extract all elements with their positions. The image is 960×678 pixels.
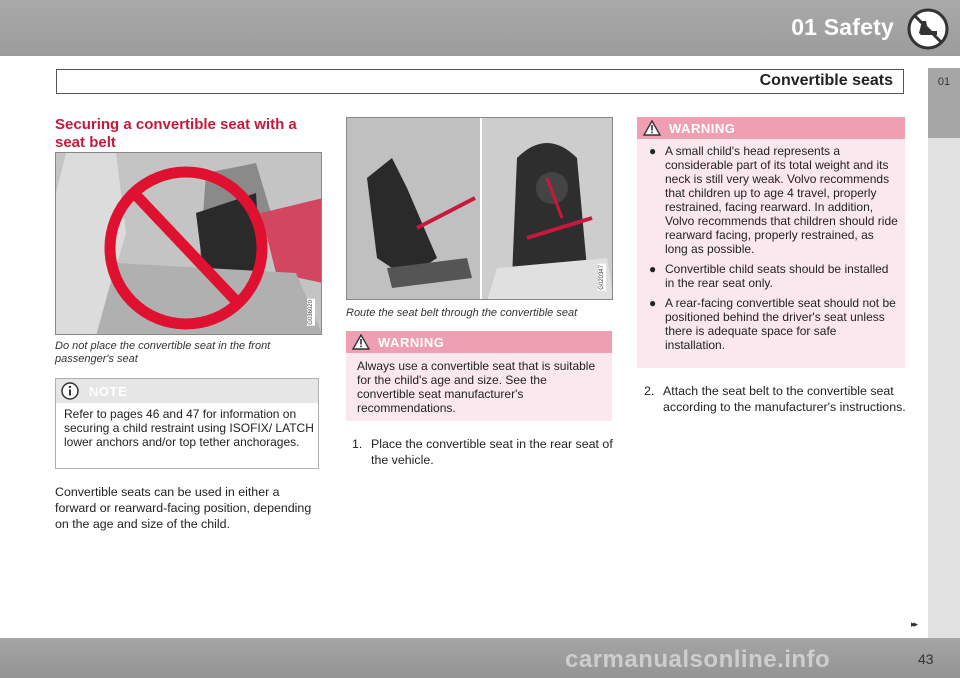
no-airbag-child-seat-icon (906, 7, 950, 51)
body-paragraph: Convertible seats can be used in either a forward or rearward-facing position, depending on the age and size of the child. (55, 485, 312, 531)
warning-box (637, 117, 905, 368)
warning-bullet-item: ● A rear-facing convertible seat should not be positioned behind the driver's seat unless there is adequate space for safe installation. (649, 296, 896, 352)
warning-bullet-item: ● A small child's head represents a considerable part of its total weight and its neck is still very weak. Volvo recommends that children up to age 4 travel, properly restrained, facing rearward. In addition, Volvo recommends that children should ride rearward facing, properly restrained, as long as possible. (649, 144, 898, 256)
warning-bullet-item: ● Convertible child seats should be installed in the rear seat only. (649, 262, 889, 290)
watermark: carmanualsonline.info (565, 646, 831, 673)
step-number: 1. (352, 437, 363, 451)
warning-header (346, 331, 612, 353)
figure-code: G036020 (308, 300, 314, 325)
bullet-text: Convertible child seats should be installed in the rear seat only. (665, 262, 889, 290)
figure-caption: Do not place the convertible seat in the front passenger's seat (55, 340, 271, 365)
step-2 (644, 383, 910, 433)
section-title: Convertible seats (759, 72, 893, 89)
figure-code: G020347 (599, 265, 605, 290)
front-seat-illustration (56, 153, 322, 335)
warning-box (346, 331, 612, 421)
warning-triangle-icon (643, 120, 661, 136)
warning-bullet-list (643, 144, 899, 358)
side-strip (928, 138, 960, 638)
warning-triangle-icon (352, 334, 370, 350)
side-tab-label: 01 (937, 76, 951, 88)
step-text: Attach the seat belt to the convertible seat according to the manufacturer's instructions. (663, 384, 906, 414)
warning-header (637, 117, 905, 139)
note-header (56, 379, 318, 403)
step-1 (352, 436, 614, 470)
note-label: NOTE (89, 384, 128, 399)
figure-caption: Route the seat belt through the convertible seat (346, 307, 578, 319)
chapter-side-tab (928, 68, 960, 138)
page-number: 43 (918, 651, 934, 667)
note-text: Refer to pages 46 and 47 for information on securing a child restraint using ISOFIX/ LATCH lower anchors and/or top tether anchorages. (64, 407, 314, 449)
warning-label: WARNING (378, 335, 445, 350)
figure-front-seat-prohibited (55, 152, 322, 335)
step-text: Place the convertible seat in the rear seat of the vehicle. (371, 437, 613, 467)
section-heading: Securing a convertible seat with a seat belt (55, 116, 297, 151)
figure-seat-belt-routing (346, 117, 613, 300)
bullet-text: A small child's head represents a considerable part of its total weight and its neck is still very weak. Volvo recommends that children up to age 4 travel, properly restrained, facing rearward. In addition, Volvo recommends that children should ride rearward facing, properly restrained, as long as possible. (665, 144, 898, 256)
info-icon (61, 382, 79, 400)
bullet-text: A rear-facing convertible seat should not be positioned behind the driver's seat unless there is adequate space for safe installation. (665, 296, 896, 352)
step-number: 2. (644, 384, 655, 398)
section-title-bar (56, 69, 904, 94)
warning-label: WARNING (669, 121, 736, 136)
note-box (55, 378, 319, 469)
seat-belt-routing-illustration (347, 118, 613, 300)
next-page-marker: ▸▸ (911, 619, 917, 629)
chapter-title: 01 Safety (791, 14, 894, 40)
warning-text: Always use a convertible seat that is suitable for the child's age and size. See the convertible seat manufacturer's recommendations. (357, 359, 596, 415)
